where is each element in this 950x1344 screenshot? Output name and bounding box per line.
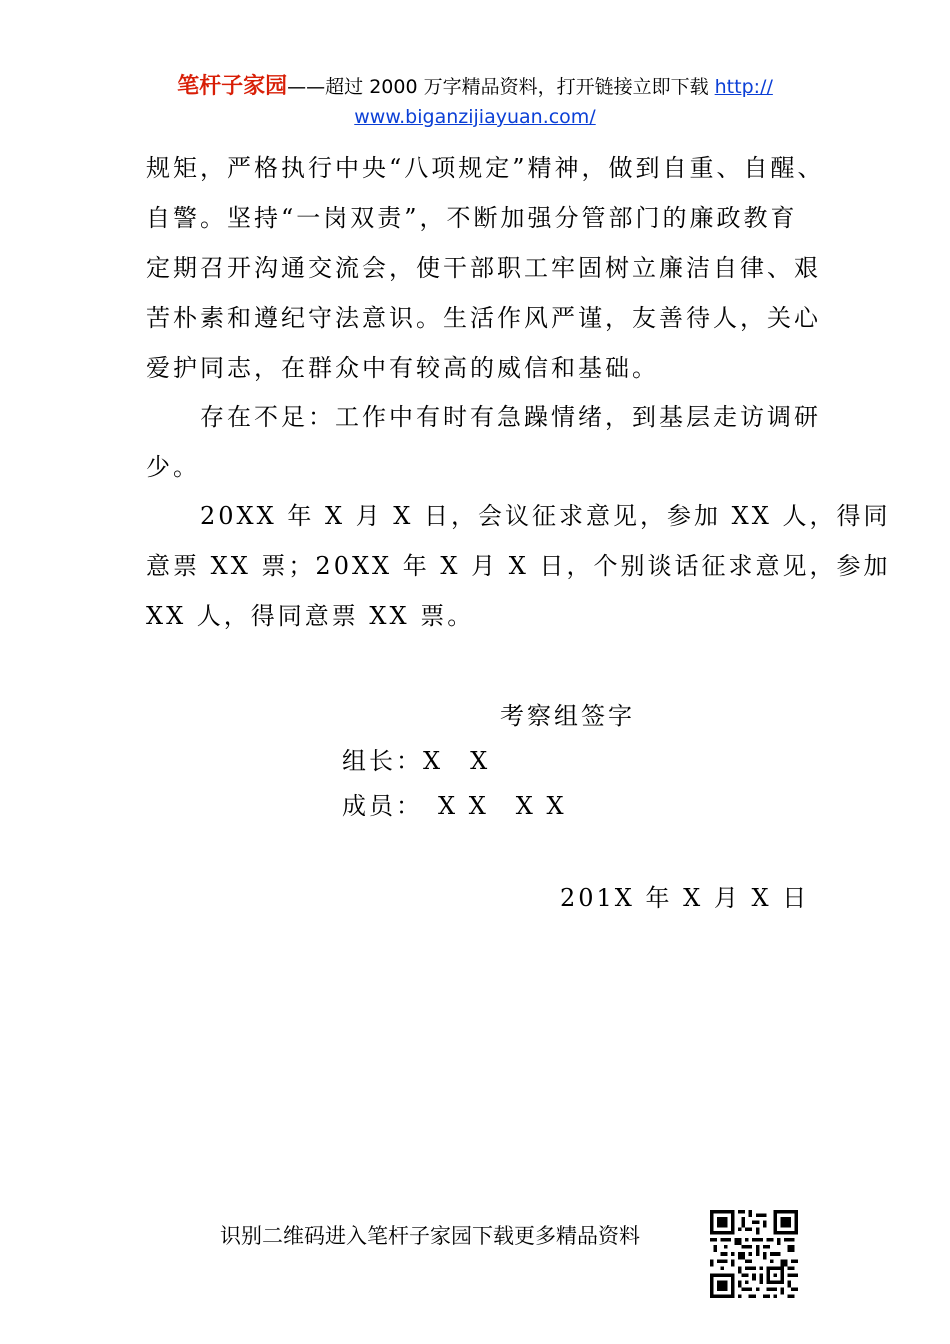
page-header	[0, 72, 950, 132]
download-link-part1[interactable]: http://	[714, 76, 773, 98]
body-line-5: 爱护同志，在群众中有较高的威信和基础。	[146, 354, 659, 382]
body-line-9: 意票 XX 票；20XX 年 X 月 X 日，个别谈话征求意见，参加	[146, 552, 891, 580]
body-line-10: XX 人，得同意票 XX 票。	[146, 602, 475, 630]
header-line-1	[0, 72, 950, 102]
body-line-2: 自警。坚持“一岗双责”，不断加强分管部门的廉政教育	[146, 204, 798, 232]
body-line-1: 规矩，严格执行中央“八项规定”精神，做到自重、自醒、	[146, 154, 825, 182]
body-line-6: 存在不足：工作中有时有急躁情绪，到基层走访调研	[146, 403, 821, 431]
signature-date: 201X 年 X 月 X 日	[560, 884, 810, 912]
signature-title: 考察组签字	[500, 702, 635, 730]
download-link-part2[interactable]: www.biganzijiayuan.com/	[354, 106, 596, 128]
signature-members: 成员： X X X X	[342, 792, 567, 820]
signature-leader: 组长：X X	[342, 747, 491, 775]
qr-code-icon	[710, 1210, 798, 1298]
header-line-2	[0, 102, 950, 132]
footer-text: 识别二维码进入笔杆子家园下载更多精品资料	[220, 1224, 640, 1248]
brand-name: 笔杆子家园	[177, 74, 288, 99]
body-line-4: 苦朴素和遵纪守法意识。生活作风严谨，友善待人，关心	[146, 304, 821, 332]
body-line-3: 定期召开沟通交流会，使干部职工牢固树立廉洁自律、艰	[146, 254, 821, 282]
header-tagline: ——超过 2000 万字精品资料，打开链接立即下载	[287, 76, 715, 98]
body-line-7: 少。	[146, 453, 200, 481]
body-line-8: 20XX 年 X 月 X 日，会议征求意见，参加 XX 人，得同	[146, 502, 891, 530]
